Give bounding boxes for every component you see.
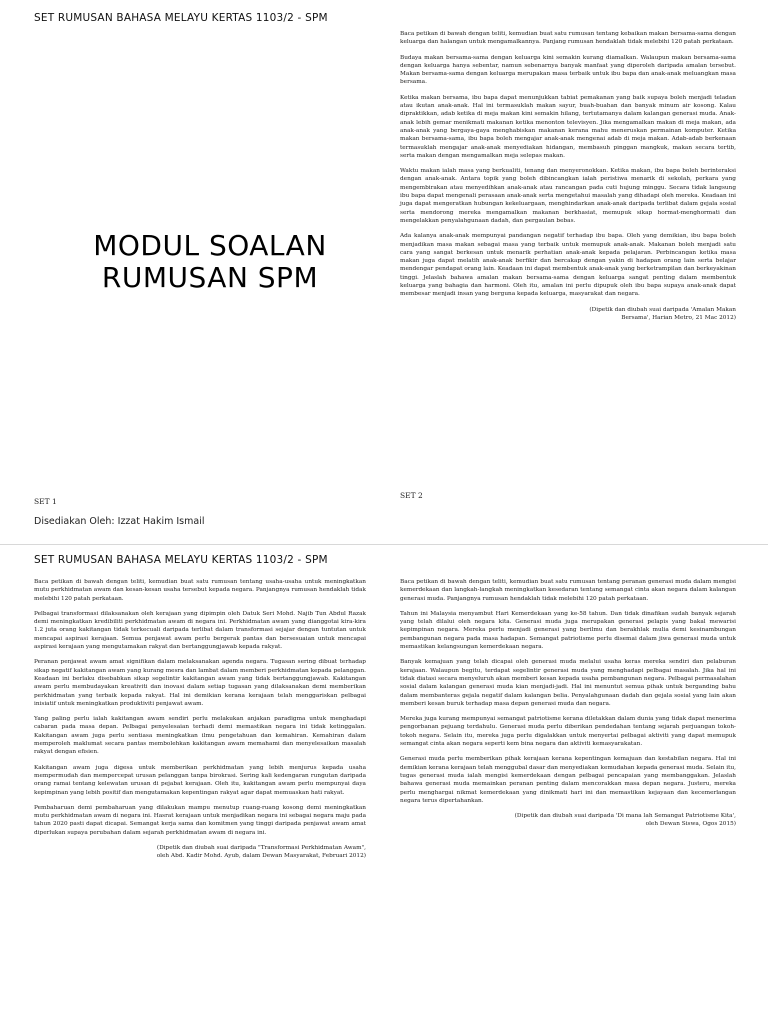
set-2-label: SET 2 (400, 491, 423, 500)
credit-line: (Dipetik dan diubah suai daripada 'Di mana lah Semangat Patriotisme Kita', (514, 813, 736, 820)
source-credit (34, 844, 366, 861)
passage-paragraph: Yang paling perlu ialah kakitangan awam sendiri perlu melakukan anjakan paradigma untuk menghadapi cabaran pada masa depan. Pelbagai penyelesaian terhadi demi memastikan negara ini tidak ketinggalan. Kakitangan awam juga perlu sentiasa meningkatkan ilmu pengetahuan dan kemahiran. Kemahiran dalam memperoleh maklumat secara pantas membolehkan kakitangan awam memahami dan menyelesaikan masalah rakyat dengan efisien. (34, 716, 366, 756)
passage-paragraph: Peranan penjawat awam amat signifikan dalam melaksanakan agenda negara. Tugasan sering dibuat terhadap sikap negatif kakitangan awam yang kurang mesra dan lambat dalam memberi perkhidmatan kepada pelanggan. Keadaan ini berlaku disebabkan sikap segelintir kakitangan awam yang tidak bertanggungjawab. Kakitangan awam perlu membudayakan kreativiti dan inovasi dalam setiap tugasan yang dilaksanakan demi memberikan perkhidmatan yang terbaik kepada rakyat. Hal ini demikian kerana kerajaan telah menggariskan pelbagai inisiatif untuk meningkatkan produktiviti penjawat awam. (34, 659, 366, 707)
source-credit (400, 812, 736, 829)
passage-paragraph: Baca petikan di bawah dengan teliti, kemudian buat satu rumusan tentang peranan generasi muda dalam mengisi kemerdekaan dan langkah-langkah meningkatkan kesedaran tentang semangat cinta akan negara dalam kalangan generasi muda. Panjangnya rumusan hendaklah tidak melebihi 120 patah perkataan. (400, 579, 736, 602)
page-divider (0, 544, 768, 545)
credit-line: oleh Abd. Kadir Mohd. Ayub, dalam Dewan Masyarakat, Februari 2012) (156, 853, 366, 860)
passage-paragraph: Baca petikan di bawah dengan teliti, kemudian buat satu rumusan tentang kebaikan makan bersama-sama dengan keluarga dan halangan untuk mengamalkannya. Panjang rumusan hendaklah tidak melebihi 120 patah perkataan. (400, 31, 736, 46)
passage-paragraph: Generasi muda perlu memberikan pihak kerajaan kerana kepentingan kemajuan dan kestabilan negara. Hal ini demikian kerana kerajaan telah menggubal dasar dan menyediakan kemudahan kepada generasi muda. Selain itu, tugas generasi muda ialah mengisi kemerdekaan dengan pelbagai pencapaian yang membanggakan. Jelaslah bahawa generasi muda memainkan peranan penting dalam mencorakkan masa depan negara. Justeru, mereka perlu menghargai nikmat kemerdekaan yang dinikmati hari ini dan memastikan kejayaan dan kecemerlangan negara terus dipertahankan. (400, 756, 736, 804)
passage-paragraph: Banyak kemajuan yang telah dicapai oleh generasi muda melalui usaha keras mereka sendiri dan pelaburan kerajaan. Walaupun begitu, terdapat segelintir generasi muda yang menghadapi pelbagai masalah. Jika hal ini tidak diatasi secara menyeluruh akan memberi kesan kepada usaha pembangunan negara. Pelbagai permasalahan sosial dalam kalangan generasi muda kian menjadi-jadi. Hal ini menuntut semua pihak untuk berganding bahu dalam membanteras gejala negatif dalam kalangan belia. Penyalahgunaan dadah dan gejala sosial yang lain akan memberi kesan buruk terhadap masa depan generasi muda dan negara. (400, 659, 736, 707)
passage-left (34, 578, 366, 861)
passage-paragraph: Pelbagai transformasi dilaksanakan oleh kerajaan yang dipimpin oleh Datuk Seri Mohd. Najib Tun Abdul Razak demi meningkatkan kredibiliti perkhidmatan awam di negara ini. Perkhidmatan awam yang dianggotai kira-kira 1.2 juta orang kakitangan tidak terkecuali daripada terlibat dalam transformasi sejajar dengan tuntutan untuk mencapai aspirasi kerajaan. Semua penjawat awam perlu bergerak pantas dan bersesuaian untuk mencapai aspirasi kerajaan yang mengutamakan rakyat dan bertanggungjawab kepada rakyat. (34, 610, 366, 651)
passage-paragraph: Kakitangan awam juga digesa untuk memberikan perkhidmatan yang lebih menjurus kepada usaha mempermudah dan mempercepat urusan pelanggan tanpa birokrasi. Sering kali kedengaran rungutan daripada orang ramai tentang kelewatan urusan di pejabat kerajaan. Oleh itu, kakitangan awam perlu mempunyai daya kepimpinan yang lebih positif dan mengutamakan kepentingan rakyat agar dapat memuaskan hati rakyat. (34, 764, 366, 796)
credit-line: Bersama', Harian Metro, 21 Mac 2012) (621, 314, 736, 321)
set-1-label: SET 1 (34, 497, 57, 506)
document-page-2 (0, 548, 768, 1024)
credit-line: (Dipetik dan diubah suai daripada 'Amalan Makan (589, 306, 736, 313)
title-line-1: MODUL SOALAN (93, 229, 327, 262)
passage-right (400, 578, 736, 829)
page-title (60, 230, 360, 294)
passage-paragraph: Ada kalanya anak-anak mempunyai pandangan negatif terhadap ibu bapa. Oleh yang demikian, ibu bapa boleh menjadikan masa makan sebagai masa yang terbaik untuk memupuk anak-anak. Makanan boleh menjadi satu cara yang sangat berkesan untuk menarik perhatian anak-anak kepada pelajaran. Perbincangan ketika masa makan juga dapat melatih anak-anak berfikir dan bercakap dengan yakin di hadapan orang lain serta belajar mendengar pendapat orang lain. Keadaan ini dapat membentuk anak-anak yang berketrampilan dan berkeyakinan tinggi. Jelaslah bahawa amalan makan bersama-sama dengan keluarga sangat penting dalam membentuk keluarga yang bahagia dan harmoni. Oleh itu, amalan ini perlu dipupuk oleh ibu bapa supaya anak-anak dapat membesar menjadi insan yang berguna kepada keluarga, masyarakat dan negara. (400, 233, 736, 298)
source-credit (400, 306, 736, 323)
prepared-by: Disediakan Oleh: Izzat Hakim Ismail (34, 516, 205, 527)
passage-paragraph: Pembaharuan demi pembaharuan yang dilakukan mampu menutup ruang-ruang kosong demi meningkatkan mutu perkhidmatan awam di negara ini. Hasrat kerajaan untuk menjadikan negara ini sebagai negara maju pada tahun 2020 pasti dapat dicapai. Semangat kerja sama dan komitmen yang tinggi daripada penjawat awam amat diperlukan supaya perubahan dalam sejarah perkhidmatan awam di negara ini. (34, 804, 366, 836)
passage-paragraph: Baca petikan di bawah dengan teliti, kemudian buat satu rumusan tentang usaha-usaha untuk meningkatkan mutu perkhidmatan awam dan kesan-kesan usaha tersebut kepada negara. Panjangnya rumusan hendaklah tidak melebihi 120 patah perkataan. (34, 579, 366, 602)
page-header: SET RUMUSAN BAHASA MELAYU KERTAS 1103/2 - SPM (34, 554, 328, 566)
credit-line: (Dipetik dan diubah suai daripada "Transformasi Perkhidmatan Awam", (156, 845, 366, 852)
passage-paragraph: Ketika makan bersama, ibu bapa dapat menunjukkan tabiat pemakanan yang baik supaya boleh menjadi teladan atau ikutan anak-anak. Hal ini termasuklah makan sayur, buah-buahan dan banyak minum air kosong. Kalau dipraktikkan, adab ketika di meja makan kini semakin hilang, tertutamanya dalam kalangan generasi muda. Anak-anak lebih gemar menikmati makanan ketika menonton televisyen. Jika mengamalkan makan di meja makan, ada anak-anak yang bergaya-gaya menghabiskan makanan kerana mahu meneruskan permainan komputer. Ketika makan bersama-sama, ibu bapa boleh mengajar anak-anak mengenai adab di meja makan. Adab-adab berkenaan termasuklah mengajar anak-anak menyediakan hidangan, membasuh pinggan mangkuk, makan secara tertib, serta makan dengan mengamalkan meja selepas makan. (400, 94, 736, 159)
passage-set-1 (400, 30, 736, 322)
passage-paragraph: Budaya makan bersama-sama dengan keluarga kini semakin kurang diamalkan. Walaupun makan bersama-sama dengan keluarga hanya sebentar, namun sebenarnya banyak manfaat yang diperoleh daripada amalan tersebut. Makan bersama-sama dengan keluarga merupakan masa terbaik untuk ibu bapa dan anak-anak meluangkan masa bersama. (400, 54, 736, 86)
passage-paragraph: Tahun ini Malaysia menyambut Hari Kemerdekaan yang ke-58 tahun. Dan tidak dinafikan sudah banyak sejarah yang telah dilalui oleh negara kita. Generasi muda juga merupakan generasi pelapis yang bakal mewarisi kepimpinan negara. Mereka perlu menjadi generasi yang berilmu dan berakhlak mulia demi kesinambungan pembangunan negara pada masa hadapan. Semangat patriotisme perlu disemai dalam jiwa generasi muda untuk memastikan kelangsungan kemerdekaan negara. (400, 610, 736, 651)
passage-paragraph: Waktu makan ialah masa yang berkualiti, tenang dan menyeronokkan. Ketika makan, ibu bapa boleh berinteraksi dengan anak-anak. Antara topik yang boleh dibincangkan ialah peristiwa menarik di sekolah, perkara yang mengembirakan atau menyedihkan anak-anak atau rancangan pada cuti hujung minggu. Secara tidak langsung ibu bapa dapat mengenali perasaan anak-anak serta mengetahui masalah yang dihadapi oleh mereka. Keadaan ini juga dapat mengeratkan hubungan kekeluargaan, menghindarkan anak-anak daripada terlibat dalam gejala sosial serta mendorong mereka mengamalkan makanan berkhasiat, memupuk sikap hormat-menghormati dan mengelakkan penyalahgunaan dadah, dan pergaulan bebas. (400, 168, 736, 224)
page-header: SET RUMUSAN BAHASA MELAYU KERTAS 1103/2 - SPM (34, 12, 328, 24)
passage-paragraph: Mereka juga kurang mempunyai semangat patriotisme kerana diletakkan dalam dunia yang tidak dapat menerima pengorbanan pejuang terdahulu. Generasi muda perlu diberikan pendedahan tentang sejarah perjuangan tokoh-tokoh negara. Selain itu, mereka juga perlu digalakkan untuk menyertai pelbagai aktiviti yang dapat memupuk semangat cinta akan negara seperti kem bina negara dan aktiviti kemasyarakatan. (400, 716, 736, 748)
title-line-2: RUMUSAN SPM (101, 261, 319, 294)
credit-line: oleh Dewan Siswa, Ogos 2015) (645, 821, 736, 828)
